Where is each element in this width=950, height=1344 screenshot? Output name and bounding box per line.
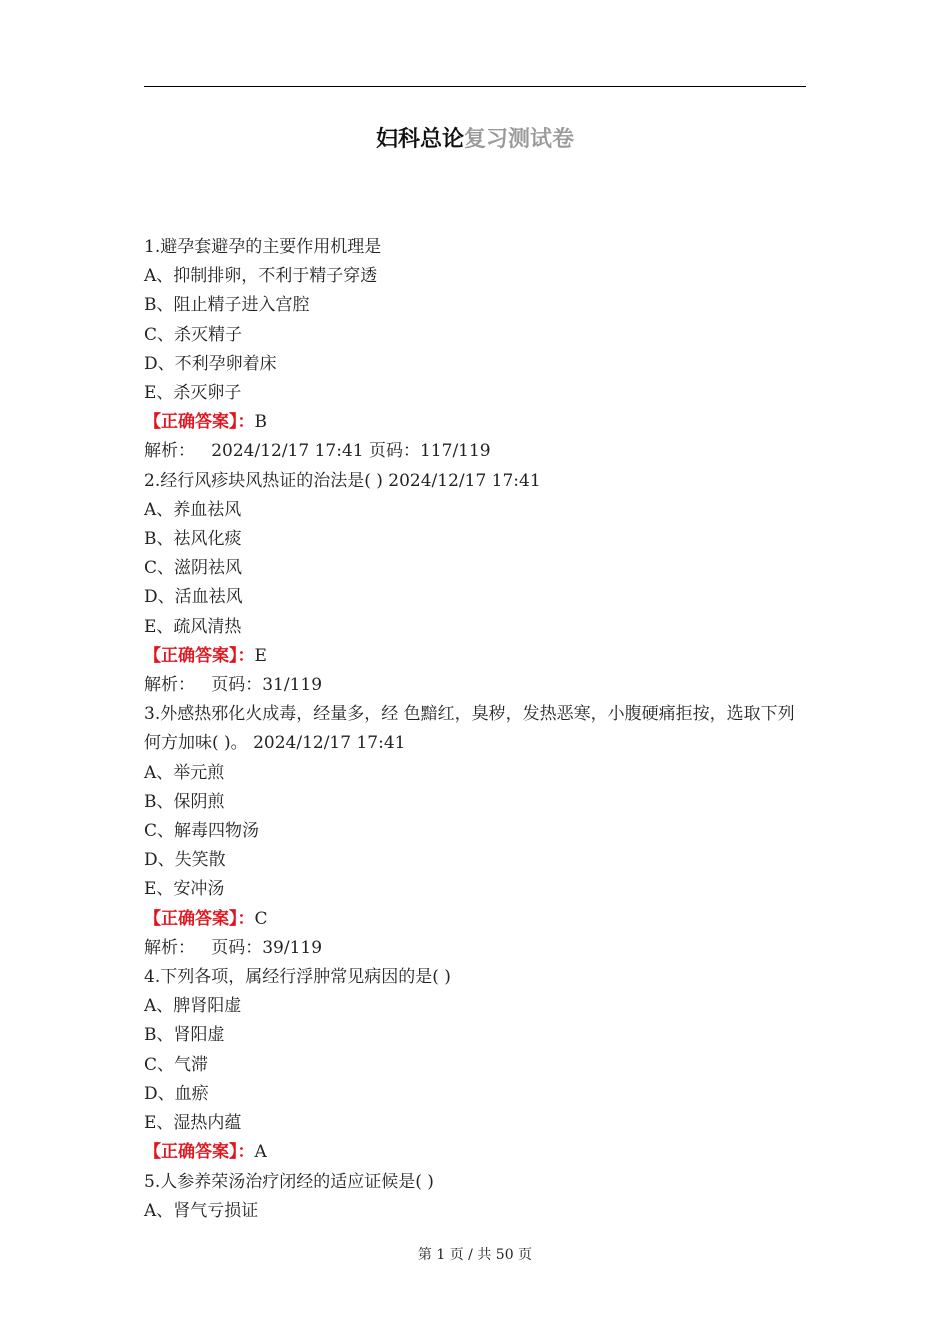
- title-sub: 复习测试卷: [464, 126, 575, 152]
- option-d: D、不利孕卵着床: [144, 353, 277, 374]
- question-list: [144, 233, 806, 1226]
- answer-value: E: [254, 645, 267, 666]
- question-1: [144, 233, 806, 467]
- option-a: A、举元煎: [144, 762, 225, 783]
- option-d: D、活血祛风: [144, 587, 243, 608]
- option-a: A、肾气亏损证: [144, 1200, 259, 1221]
- option-e: E、湿热内蕴: [144, 1113, 242, 1134]
- option-c: C、气滞: [144, 1054, 209, 1075]
- option-c: C、解毒四物汤: [144, 821, 260, 842]
- answer-line: [144, 1138, 806, 1167]
- question-5: [144, 1168, 806, 1226]
- answer-label: 【正确答案】：: [144, 645, 255, 666]
- option-c: C、杀灭精子: [144, 324, 243, 345]
- question-3: [144, 700, 806, 963]
- answer-line: [144, 408, 806, 437]
- question-stem: 5.人参养荣汤治疗闭经的适应证候是( ): [144, 1171, 434, 1192]
- option-e: E、疏风清热: [144, 616, 242, 637]
- answer-label: 【正确答案】：: [144, 412, 255, 433]
- answer-line: [144, 642, 806, 671]
- option-d: D、失笑散: [144, 850, 226, 871]
- option-e: E、安冲汤: [144, 879, 225, 900]
- answer-line: [144, 905, 806, 934]
- question-2: [144, 467, 806, 701]
- option-a: A、养血祛风: [144, 499, 242, 520]
- question-stem: 1.避孕套避孕的主要作用机理是: [144, 237, 382, 257]
- option-b: B、肾阳虚: [144, 1025, 225, 1046]
- answer-value: B: [254, 412, 267, 433]
- page-title: [0, 122, 950, 156]
- option-e: E、杀灭卵子: [144, 383, 242, 404]
- analysis-line: 解析： 页码：31/119: [144, 675, 323, 696]
- option-b: B、祛风化痰: [144, 529, 242, 550]
- analysis-line: 解析： 页码：39/119: [144, 937, 323, 958]
- title-main: 妇科总论: [375, 126, 464, 152]
- option-b: B、保阴煎: [144, 791, 225, 812]
- option-d: D、血瘀: [144, 1083, 209, 1104]
- answer-label: 【正确答案】：: [144, 908, 255, 929]
- option-b: B、阻止精子进入宫腔: [144, 295, 310, 316]
- question-4: [144, 963, 806, 1167]
- header-rule: [144, 86, 806, 87]
- option-c: C、滋阴祛风: [144, 558, 243, 579]
- answer-value: A: [254, 1142, 267, 1163]
- question-stem: 4.下列各项，属经行浮肿常见病因的是( ): [144, 967, 451, 988]
- option-a: A、抑制排卵，不利于精子穿透: [144, 266, 378, 287]
- question-stem: 3.外感热邪化火成毒，经量多，经 色黯红，臭秽，发热恶寒，小腹硬痛拒按，选取下列何方加味( )。 2024/12/17 17:41: [144, 704, 795, 754]
- page-footer: 第 1 页 / 共 50 页: [417, 1247, 533, 1263]
- answer-value: C: [254, 908, 268, 929]
- answer-label: 【正确答案】：: [144, 1142, 255, 1163]
- option-a: A、脾肾阳虚: [144, 996, 242, 1017]
- analysis-line: 解析： 2024/12/17 17:41 页码：117/119: [144, 441, 491, 462]
- question-stem: 2.经行风疹块风热证的治法是( ) 2024/12/17 17:41: [144, 470, 541, 491]
